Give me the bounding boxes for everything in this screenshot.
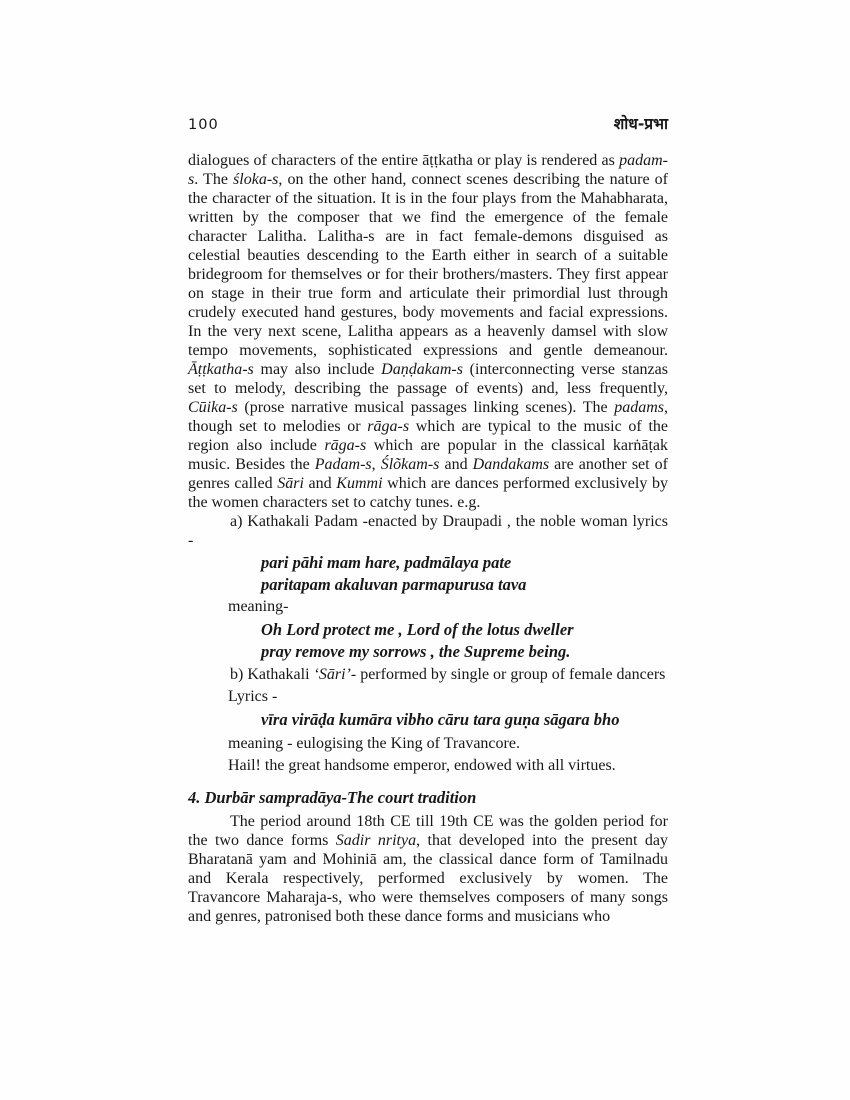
text-run: - performed by single or group of female dancers [350,666,666,683]
italic-term: rāga-s [367,418,410,435]
lyrics-block-sari [261,709,668,731]
italic-term: Dandakams [472,456,550,473]
text-run: (prose narrative musical passages linking scenes). The [237,399,615,416]
italic-term: Ślõkam-s [380,456,440,473]
meaning-label: meaning- [228,598,289,615]
italic-term: Padam-s [314,456,372,473]
italic-term: ‘Sāri’ [313,666,351,683]
paragraph-example-a [188,512,668,550]
paragraph-attakatha-padams [188,151,668,512]
page-number: 100 [188,117,219,133]
lyric-line: pray remove my sorrows , the Supreme being. [261,641,571,661]
page-header [188,112,668,134]
text-run: a) Kathakali Padam -enacted by Draupadi , the noble woman lyrics - [188,513,668,549]
lyric-line: vīra virāḍa kumāra vibho cāru tara guṇa sāgara bho [261,710,620,729]
paragraph-court-tradition [188,812,668,926]
text-run: which are typical to the music of the region also include [188,418,668,454]
text-run: are another set of genres called [188,456,669,492]
text-run: The period around 18th CE till 19th CE was the golden period for the two dance forms [188,812,668,849]
text-run: and [439,456,473,473]
text-run: , [371,456,381,473]
hail-line: Hail! the great handsome emperor, endowed with all virtues. [228,756,616,774]
text-run: may also include [253,361,382,378]
meaning-travancore: meaning - eulogising the King of Travancore. [228,734,520,752]
lyric-line: pari pāhi mam hare, padmālaya pate [261,553,512,572]
journal-title: शोध-प्रभा [613,115,668,133]
italic-term: padam-s [188,152,668,188]
text-run: , though set to melodies or [188,399,668,435]
page-content [188,112,668,926]
italic-term: Sāri [277,475,304,492]
italic-term: Sadir nritya [335,831,417,849]
italic-term: Cūika-s [188,399,238,416]
lyrics-block-padam-meaning [261,619,668,662]
lyrics-label: Lyrics - [228,688,278,705]
text-run: , on the other hand, connect scenes describing the nature of the character of the situation. It is in the four plays from the Mahabharata, written by the composer that we find the emergence of the female character Lalitha. Lalitha-s are in fact female-demons disguised as celestial beauties descending to the Earth either in search of a suitable bridegroom for themselves or for their brothers/masters. They first appear on stage in their true form and articulate their primordial lust through crudely executed hand gestures, body movements and facial expressions. In the very next scene, Lalitha appears as a heavenly damsel with slow tempo movements, sophisticated expressions and gentle demeanour. [188,171,668,359]
italic-term: rāga-s [324,437,367,454]
italic-term: Āṭṭkatha-s [188,361,254,378]
italic-term: Kummi [336,475,383,492]
text-run: and [303,475,337,492]
paragraph-example-b [188,665,668,684]
text-run: which are popular in the classical karṅāṭak music. Besides the [188,437,668,473]
text-run: dialogues of characters of the entire āṭṭkatha or play is rendered as [188,152,620,169]
text-run: (interconnecting verse stanzas set to melody, describing the passage of events) and, less frequently, [188,361,668,397]
text-run: , that developed into the present day Bharatanā yam and Mohiniā am, the classical dance form of Tamilnadu and Kerala respectively, performed exclusively by women. The Travancore Maharaja-s, who were themselves composers of many songs and genres, patronised both these dance forms and musicians who [188,831,668,925]
section-heading-durbar: 4. Durbār sampradāya-The court tradition [188,787,477,807]
lyrics-block-padam [261,552,668,595]
italic-term: śloka-s [233,171,279,188]
text-run: . The [194,171,234,188]
text-run: which are dances performed exclusively by the women characters set to catchy tunes. e.g. [188,475,668,511]
text-run: b) Kathakali [230,666,314,683]
lyric-line: Oh Lord protect me , Lord of the lotus dweller [261,620,574,639]
lyric-line: paritapam akaluvan parmapurusa tava [261,574,527,594]
italic-term: padams [614,399,664,416]
italic-term: Daṇḍakam-s [381,361,463,378]
